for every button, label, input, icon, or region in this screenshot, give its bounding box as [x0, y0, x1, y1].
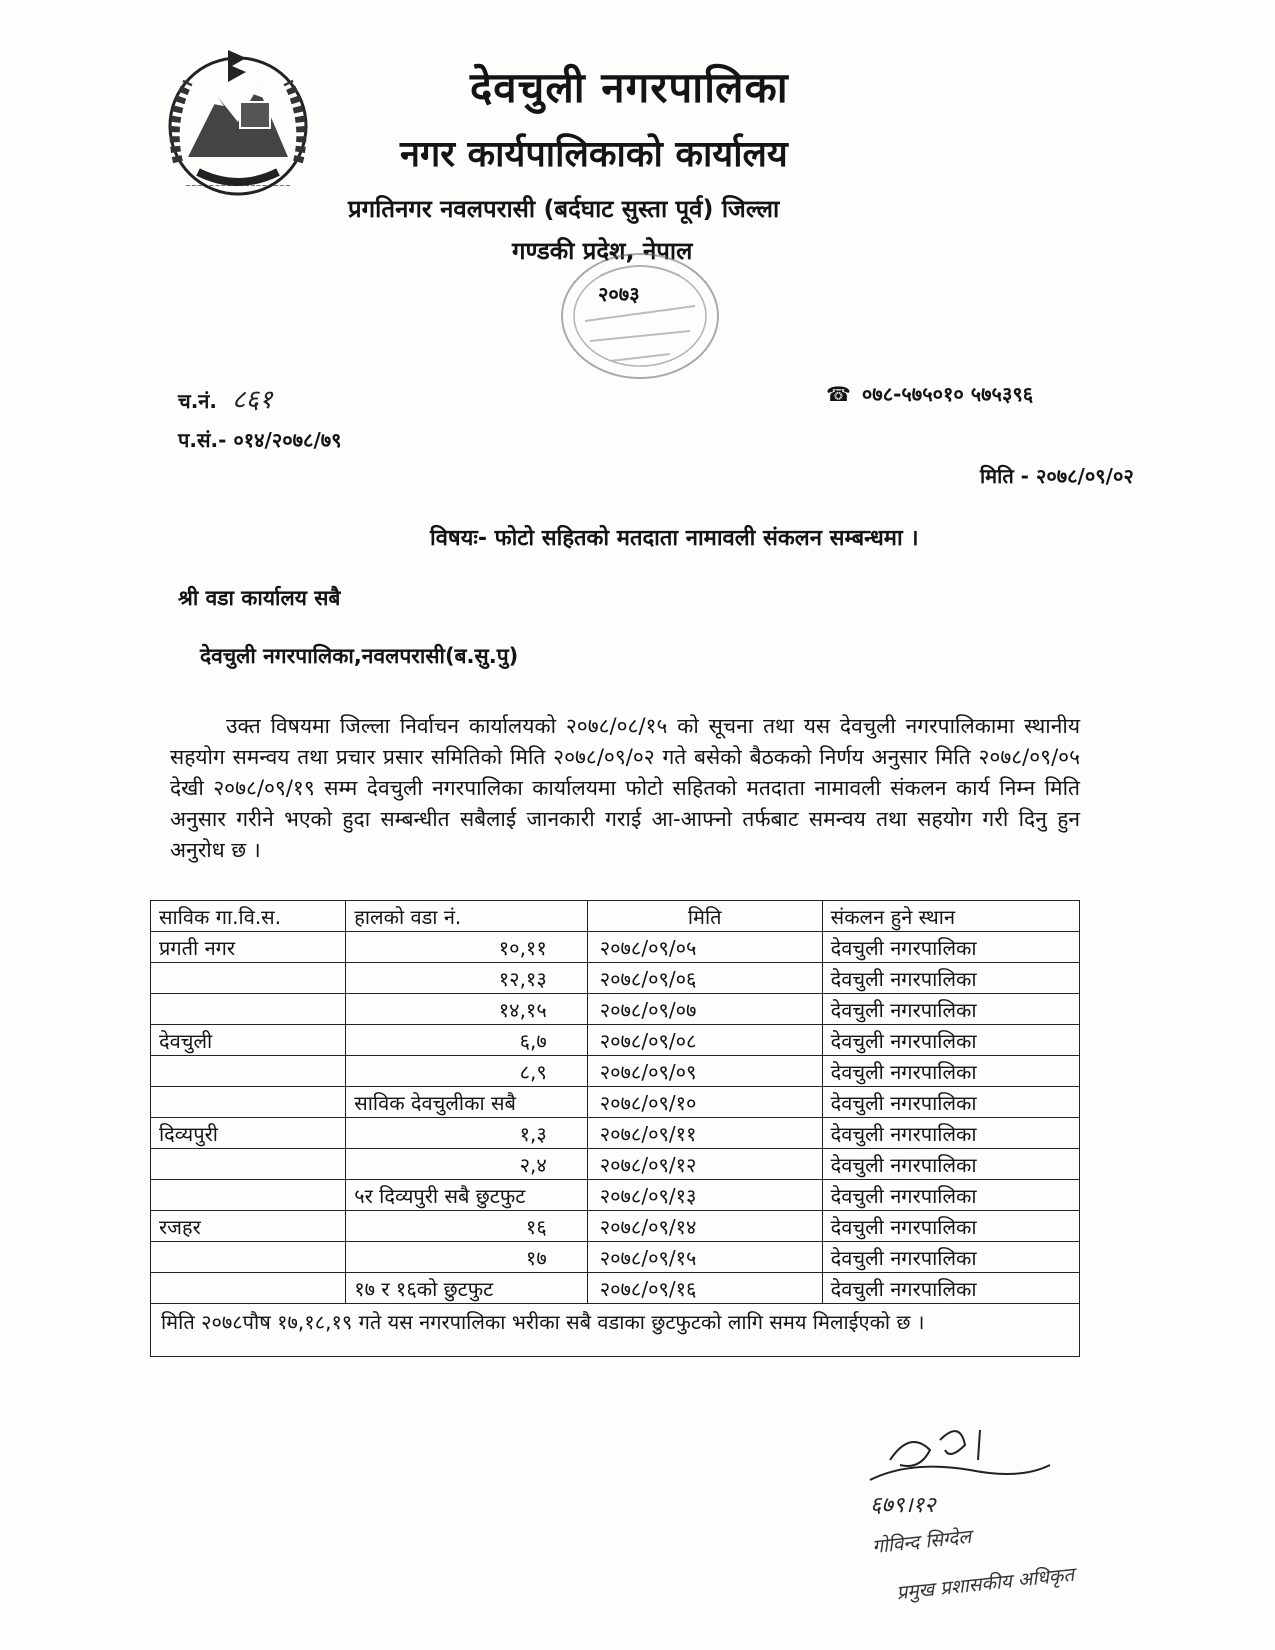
- dispatch-number-handwritten: ८६१: [231, 385, 273, 415]
- recipient-line-1: श्री वडा कार्यालय सबै: [178, 586, 341, 610]
- cell-location: देवचुली नगरपालिका: [822, 1242, 1079, 1273]
- fiscal-reference: प.सं.- ०१४/२०७८/७९: [178, 428, 342, 452]
- cell-date: २०७८/०९/०७: [587, 994, 822, 1025]
- table-row: [151, 1087, 1080, 1118]
- cell-date: २०७८/०९/१५: [587, 1242, 822, 1273]
- cell-date: २०७८/०९/०८: [587, 1025, 822, 1056]
- cell-former-vdc: प्रगती नगर: [151, 932, 346, 963]
- cell-location: देवचुली नगरपालिका: [822, 1087, 1079, 1118]
- cell-former-vdc: [151, 1242, 346, 1273]
- signer-name: गोविन्द सिग्देल: [871, 1525, 973, 1559]
- header-former-vdc: साविक गा.वि.स.: [151, 901, 346, 932]
- cell-location: देवचुली नगरपालिका: [822, 1118, 1079, 1149]
- phone-number: ०७८-५७५०१० ५७५३९६: [861, 382, 1034, 406]
- cell-date: २०७८/०९/०६: [587, 963, 822, 994]
- cell-former-vdc: दिव्यपुरी: [151, 1118, 346, 1149]
- letter-date: मिति - २०७८/०९/०२: [980, 464, 1134, 488]
- signer-title: प्रमुख प्रशासकीय अधिकृत: [895, 1563, 1076, 1605]
- cell-ward: २,४: [346, 1149, 588, 1180]
- cell-former-vdc: रजहर: [151, 1211, 346, 1242]
- cell-date: २०७८/०९/१६: [587, 1273, 822, 1304]
- body-paragraph: उक्त विषयमा जिल्ला निर्वाचन कार्यालयको २०७८/०८/१५ को सूचना तथा यस देवचुली नगरपालिकामा स्थानीय सहयोग समन्वय तथा प्रचार प्रसार समितिको मिति २०७८/०९/०२ गते बसेको बैठकको निर्णय अनुसार मिति २०७८/०९/०५ देखी २०७८/०९/१९ सम्म देवचुली नगरपालिका कार्यालयमा फोटो सहितको मतदाता नामावली संकलन कार्य निम्न मिति अनुसार गरीने भएको हुदा सम्बन्धीत सबैलाई जानकारी गराई आ-आफ्नो तर्फबाट समन्वय तथा सहयोग गरी दिनु हुन अनुरोध छ ।: [170, 714, 1080, 862]
- cell-location: देवचुली नगरपालिका: [822, 932, 1079, 963]
- cell-date: २०७८/०९/०५: [587, 932, 822, 963]
- table-row: [151, 1273, 1080, 1304]
- cell-location: देवचुली नगरपालिका: [822, 994, 1079, 1025]
- cell-location: देवचुली नगरपालिका: [822, 1273, 1079, 1304]
- cell-location: देवचुली नगरपालिका: [822, 1211, 1079, 1242]
- table-row: [151, 1211, 1080, 1242]
- subject-line: विषयः- फोटो सहितको मतदाता नामावली संकलन सम्बन्धमा ।: [430, 526, 919, 551]
- cell-location: देवचुली नगरपालिका: [822, 1149, 1079, 1180]
- cell-former-vdc: [151, 1273, 346, 1304]
- established-year: २०७३: [598, 282, 640, 306]
- cell-ward: ६,७: [346, 1025, 588, 1056]
- header-current-ward: हालको वडा नं.: [346, 901, 588, 932]
- table-row: [151, 1056, 1080, 1087]
- cell-location: देवचुली नगरपालिका: [822, 1180, 1079, 1211]
- cell-former-vdc: देवचुली: [151, 1025, 346, 1056]
- table-row: [151, 1025, 1080, 1056]
- cell-location: देवचुली नगरपालिका: [822, 1025, 1079, 1056]
- cell-former-vdc: [151, 1056, 346, 1087]
- header-date: मिति: [587, 901, 822, 932]
- collection-schedule-table: [150, 900, 1080, 1357]
- cell-former-vdc: [151, 1149, 346, 1180]
- cell-ward: साविक देवचुलीका सबै: [346, 1087, 588, 1118]
- table-row: [151, 1149, 1080, 1180]
- table-row: [151, 1242, 1080, 1273]
- cell-former-vdc: [151, 1180, 346, 1211]
- cell-ward: १६: [346, 1211, 588, 1242]
- cell-date: २०७८/०९/१३: [587, 1180, 822, 1211]
- cell-ward: १२,१३: [346, 963, 588, 994]
- header-location: संकलन हुने स्थान: [822, 901, 1079, 932]
- signature-date: ६७९।१२: [870, 1493, 936, 1518]
- cell-former-vdc: [151, 994, 346, 1025]
- cell-ward: १०,११: [346, 932, 588, 963]
- cell-date: २०७८/०९/१०: [587, 1087, 822, 1118]
- cell-date: २०७८/०९/१२: [587, 1149, 822, 1180]
- cell-ward: ८,९: [346, 1056, 588, 1087]
- dispatch-label: च.नं.: [178, 389, 217, 413]
- cell-former-vdc: [151, 1087, 346, 1118]
- cell-ward: १७: [346, 1242, 588, 1273]
- office-name: नगर कार्यपालिकाको कार्यालय: [400, 134, 788, 175]
- cell-date: २०७८/०९/१४: [587, 1211, 822, 1242]
- table-row: [151, 994, 1080, 1025]
- table-note-row: [151, 1304, 1080, 1357]
- office-stamp-icon: [540, 236, 730, 396]
- org-name: देवचुली नगरपालिका: [470, 63, 789, 112]
- cell-ward: ५र दिव्यपुरी सबै छुटफुट: [346, 1180, 588, 1211]
- address-line-1: प्रगतिनगर नवलपरासी (बर्दघाट सुस्ता पूर्व) जिल्ला: [348, 195, 780, 223]
- recipient-line-2: देवचुली नगरपालिका,नवलपरासी(ब.सु.पु): [200, 644, 519, 668]
- cell-location: देवचुली नगरपालिका: [822, 1056, 1079, 1087]
- cell-date: २०७८/०९/०९: [587, 1056, 822, 1087]
- cell-ward: १७ र १६को छुटफुट: [346, 1273, 588, 1304]
- phone-line: [826, 380, 1033, 407]
- nepal-emblem-icon: [158, 42, 318, 202]
- svg-text:~~~~~~~~~~~~~~~~~~: ~~~~~~~~~~~~~~~~~~: [185, 182, 291, 190]
- dispatch-number: [178, 380, 273, 416]
- table-header-row: [151, 901, 1080, 932]
- cell-former-vdc: [151, 963, 346, 994]
- address-line-2: गण्डकी प्रदेश, नेपाल: [512, 237, 693, 265]
- table-row: [151, 932, 1080, 963]
- telephone-icon: ☎: [826, 382, 851, 406]
- table-row: [151, 1180, 1080, 1211]
- cell-date: २०७८/०९/११: [587, 1118, 822, 1149]
- table-note: मिति २०७८पौष १७,१८,१९ गते यस नगरपालिका भरीका सबै वडाका छुटफुटको लागि समय मिलाईएको छ ।: [151, 1304, 1080, 1357]
- table-row: [151, 1118, 1080, 1149]
- cell-ward: १,३: [346, 1118, 588, 1149]
- cell-ward: १४,१५: [346, 994, 588, 1025]
- cell-location: देवचुली नगरपालिका: [822, 963, 1079, 994]
- table-row: [151, 963, 1080, 994]
